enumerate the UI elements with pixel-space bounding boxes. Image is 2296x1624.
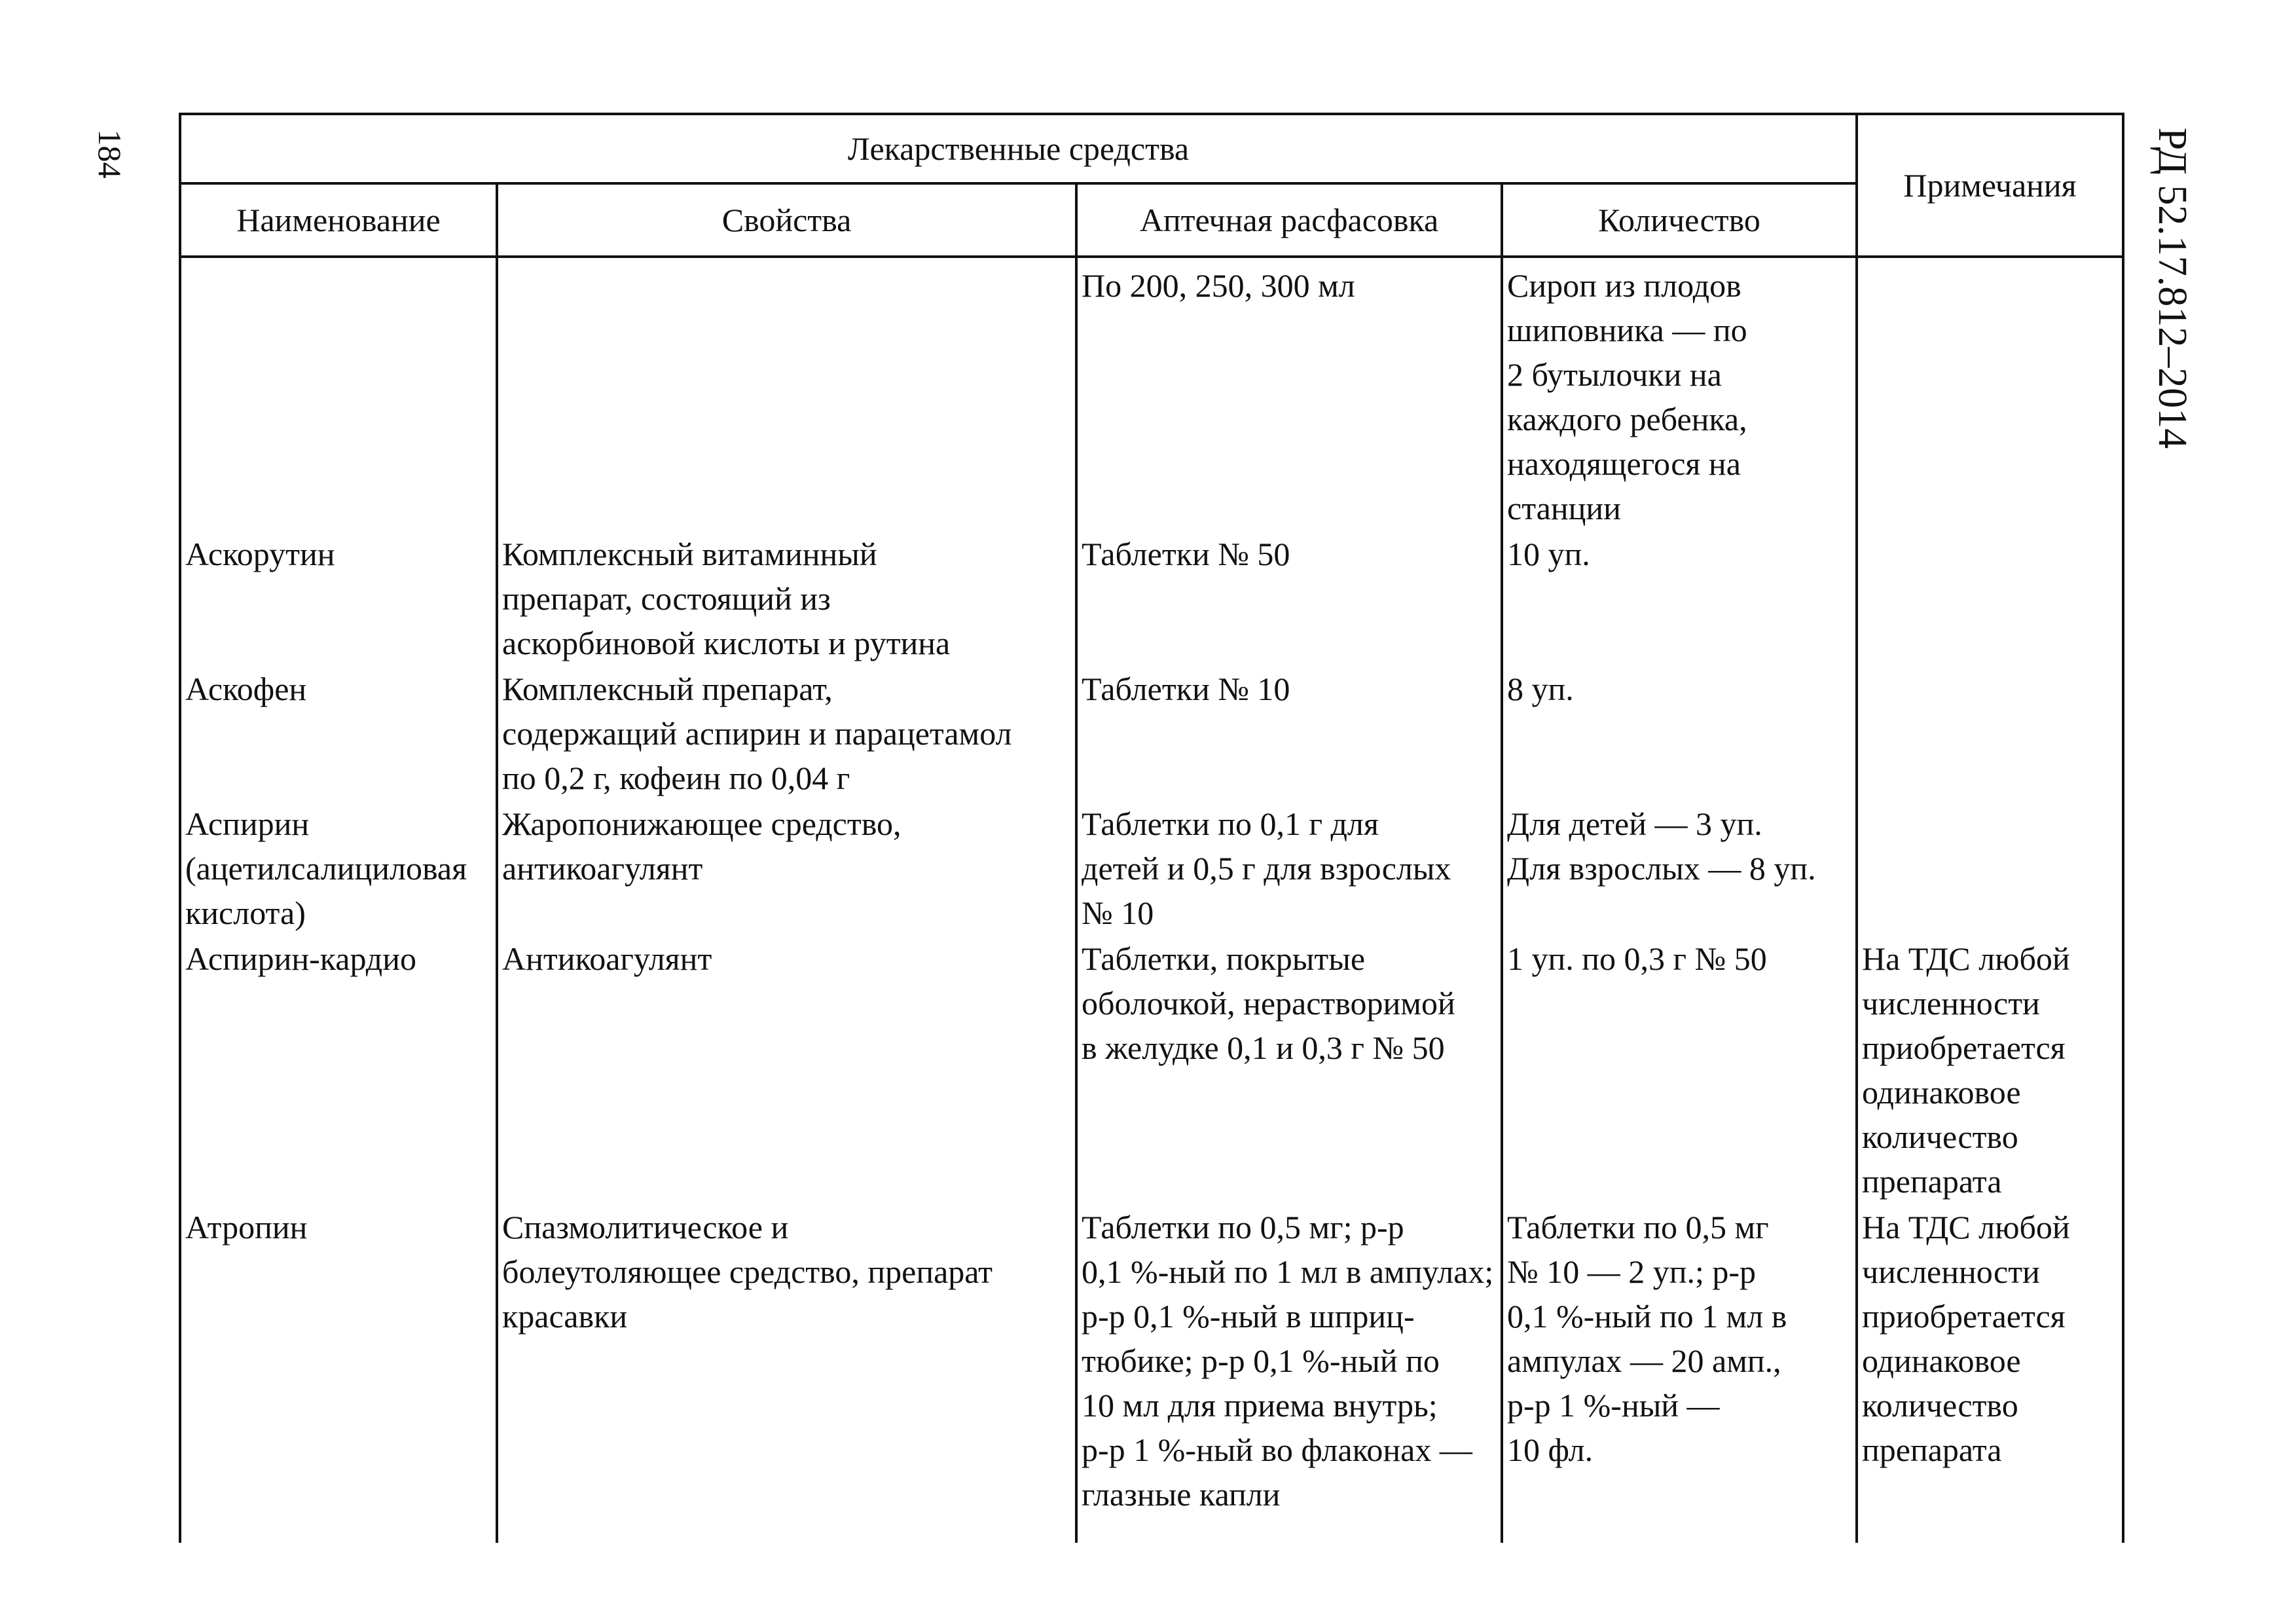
cell-properties: Спазмолитическое и болеутоляющее средство, препарат красавки [497, 1204, 1076, 1543]
table-row [180, 800, 2123, 935]
cell-packaging: Таблетки № 10 [1076, 665, 1502, 800]
cell-quantity: Таблетки по 0,5 мг № 10 — 2 уп.; р-р 0,1 %-ный по 1 мл в ампулах — 20 амп., р-р 1 %-ный — 10 фл. [1502, 1204, 1857, 1543]
cell-quantity: Сироп из плодов шиповника — по 2 бутылочки на каждого ребенка, находящегося на станции [1502, 257, 1857, 530]
properties-column-header: Свойства [497, 183, 1076, 257]
packaging-column-header: Аптечная расфасовка [1076, 183, 1502, 257]
cell-properties: Антикоагулянт [497, 935, 1076, 1204]
cell-name: Аспирин (ацетилсалициловая кислота) [180, 800, 497, 935]
cell-name: Аспирин-кардио [180, 935, 497, 1204]
cell-name: Аскофен [180, 665, 497, 800]
cell-packaging: Таблетки, покрытые оболочкой, нерастворимой в желудке 0,1 и 0,3 г № 50 [1076, 935, 1502, 1204]
quantity-column-header: Количество [1502, 183, 1857, 257]
notes-column-header: Примечания [1857, 114, 2123, 257]
cell-properties: Жаропонижающее средство, антикоагулянт [497, 800, 1076, 935]
cell-notes [1857, 257, 2123, 530]
table-row [180, 530, 2123, 665]
cell-packaging: Таблетки № 50 [1076, 530, 1502, 665]
cell-name: Аскорутин [180, 530, 497, 665]
cell-notes [1857, 800, 2123, 935]
cell-packaging: По 200, 250, 300 мл [1076, 257, 1502, 530]
medicines-group-header: Лекарственные средства [180, 114, 1857, 183]
cell-packaging: Таблетки по 0,1 г для детей и 0,5 г для взрослых № 10 [1076, 800, 1502, 935]
page-number: 184 [92, 129, 128, 179]
cell-notes: На ТДС любой численности приобретается одинаковое количество препарата [1857, 935, 2123, 1204]
cell-properties [497, 257, 1076, 530]
cell-notes: На ТДС любой численности приобретается одинаковое количество препарата [1857, 1204, 2123, 1543]
cell-packaging: Таблетки по 0,5 мг; р-р 0,1 %-ный по 1 мл в ампулах; р-р 0,1 %-ный в шприц- тюбике; р-р 0,1 %-ный по 10 мл для приема внутрь; р-р 1 %-ный во флаконах — глазные капли [1076, 1204, 1502, 1543]
document-code: РД 52.17.812–2014 [2150, 127, 2195, 449]
cell-notes [1857, 665, 2123, 800]
table-row [180, 1204, 2123, 1543]
name-column-header: Наименование [180, 183, 497, 257]
cell-quantity: 1 уп. по 0,3 г № 50 [1502, 935, 1857, 1204]
cell-quantity: 8 уп. [1502, 665, 1857, 800]
cell-properties: Комплексный препарат, содержащий аспирин и парацетамол по 0,2 г, кофеин по 0,04 г [497, 665, 1076, 800]
cell-quantity: Для детей — 3 уп. Для взрослых — 8 уп. [1502, 800, 1857, 935]
medicines-table [179, 113, 2124, 1543]
cell-name: Атропин [180, 1204, 497, 1543]
cell-name [180, 257, 497, 530]
cell-quantity: 10 уп. [1502, 530, 1857, 665]
table-row [180, 665, 2123, 800]
table-row [180, 935, 2123, 1204]
cell-properties: Комплексный витаминный препарат, состоящий из аскорбиновой кислоты и рутина [497, 530, 1076, 665]
table-row [180, 257, 2123, 530]
cell-notes [1857, 530, 2123, 665]
